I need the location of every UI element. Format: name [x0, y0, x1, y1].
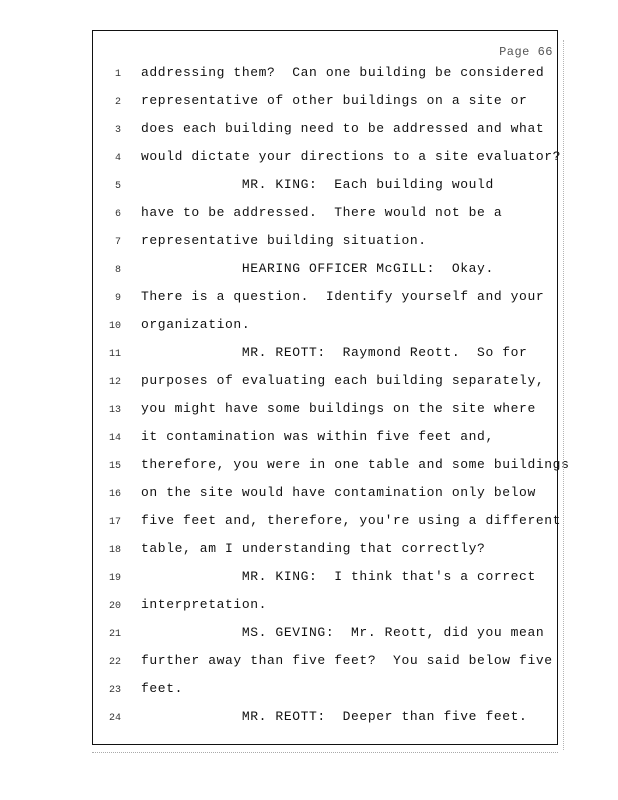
- transcript-line: [93, 625, 559, 645]
- line-number: 12: [108, 377, 121, 388]
- line-text: it contamination was within five feet and,: [141, 429, 494, 444]
- line-text: HEARING OFFICER McGILL: Okay.: [141, 261, 494, 276]
- line-text: would dictate your directions to a site evaluator?: [141, 149, 562, 164]
- right-margin-rule: [563, 40, 564, 750]
- line-text: MS. GEVING: Mr. Reott, did you mean: [141, 625, 545, 640]
- line-number: 16: [108, 489, 121, 500]
- line-number: 9: [114, 293, 121, 304]
- line-number: 13: [108, 405, 121, 416]
- line-text: does each building need to be addressed and what: [141, 121, 545, 136]
- line-text: MR. KING: I think that's a correct: [141, 569, 536, 584]
- transcript-line: [93, 121, 559, 141]
- line-text: have to be addressed. There would not be a: [141, 205, 503, 220]
- line-text: purposes of evaluating each building separately,: [141, 373, 545, 388]
- line-number: 20: [108, 601, 121, 612]
- transcript-page: [92, 30, 570, 745]
- transcript-line: [93, 569, 559, 589]
- line-number: 1: [114, 69, 121, 80]
- line-number: 11: [108, 349, 121, 360]
- transcript-line: [93, 149, 562, 169]
- line-number: 10: [108, 321, 121, 332]
- transcript-line: [93, 177, 559, 197]
- transcript-line: [93, 401, 559, 421]
- line-text: interpretation.: [141, 597, 268, 612]
- line-number: 8: [114, 265, 121, 276]
- line-number: 5: [114, 181, 121, 192]
- line-number: 21: [108, 629, 121, 640]
- line-text: representative building situation.: [141, 233, 427, 248]
- line-text: MR. REOTT: Deeper than five feet.: [141, 709, 528, 724]
- page-number: Page 66: [499, 45, 553, 59]
- line-number: 4: [114, 153, 121, 164]
- transcript-line: [93, 261, 559, 281]
- line-number: 6: [114, 209, 121, 220]
- transcript-line: [93, 205, 559, 225]
- transcript-line: [93, 429, 559, 449]
- line-number: 18: [108, 545, 121, 556]
- line-text: feet.: [141, 681, 184, 696]
- line-text: therefore, you were in one table and some buildings: [141, 457, 570, 472]
- line-text: representative of other buildings on a site or: [141, 93, 528, 108]
- transcript-line: [93, 653, 559, 673]
- transcript-line: [93, 457, 570, 477]
- transcript-line: [93, 681, 559, 701]
- line-number: 22: [108, 657, 121, 668]
- line-number: 15: [108, 461, 121, 472]
- line-number: 14: [108, 433, 121, 444]
- line-number: 3: [114, 125, 121, 136]
- line-text: on the site would have contamination only below: [141, 485, 536, 500]
- line-number: 17: [108, 517, 121, 528]
- transcript-line: [93, 485, 559, 505]
- line-number: 24: [108, 713, 121, 724]
- line-text: table, am I understanding that correctly?: [141, 541, 486, 556]
- line-number: 7: [114, 237, 121, 248]
- transcript-line: [93, 233, 559, 253]
- line-text: MR. KING: Each building would: [141, 177, 494, 192]
- transcript-line: [93, 289, 559, 309]
- transcript-line: [93, 345, 559, 365]
- bottom-margin-rule: [92, 752, 558, 753]
- transcript-line: [93, 93, 559, 113]
- transcript-line: [93, 597, 559, 617]
- transcript-line: [93, 65, 559, 85]
- line-text: organization.: [141, 317, 251, 332]
- transcript-line: [93, 373, 559, 393]
- transcript-line: [93, 709, 559, 729]
- transcript-line: [93, 317, 559, 337]
- line-text: addressing them? Can one building be considered: [141, 65, 545, 80]
- transcript-line: [93, 541, 559, 561]
- line-number: 23: [108, 685, 121, 696]
- line-text: further away than five feet? You said below five: [141, 653, 553, 668]
- line-text: five feet and, therefore, you're using a different: [141, 513, 562, 528]
- line-text: There is a question. Identify yourself and your: [141, 289, 545, 304]
- transcript-line: [93, 513, 562, 533]
- line-text: MR. REOTT: Raymond Reott. So for: [141, 345, 528, 360]
- line-number: 2: [114, 97, 121, 108]
- line-text: you might have some buildings on the site where: [141, 401, 536, 416]
- line-number: 19: [108, 573, 121, 584]
